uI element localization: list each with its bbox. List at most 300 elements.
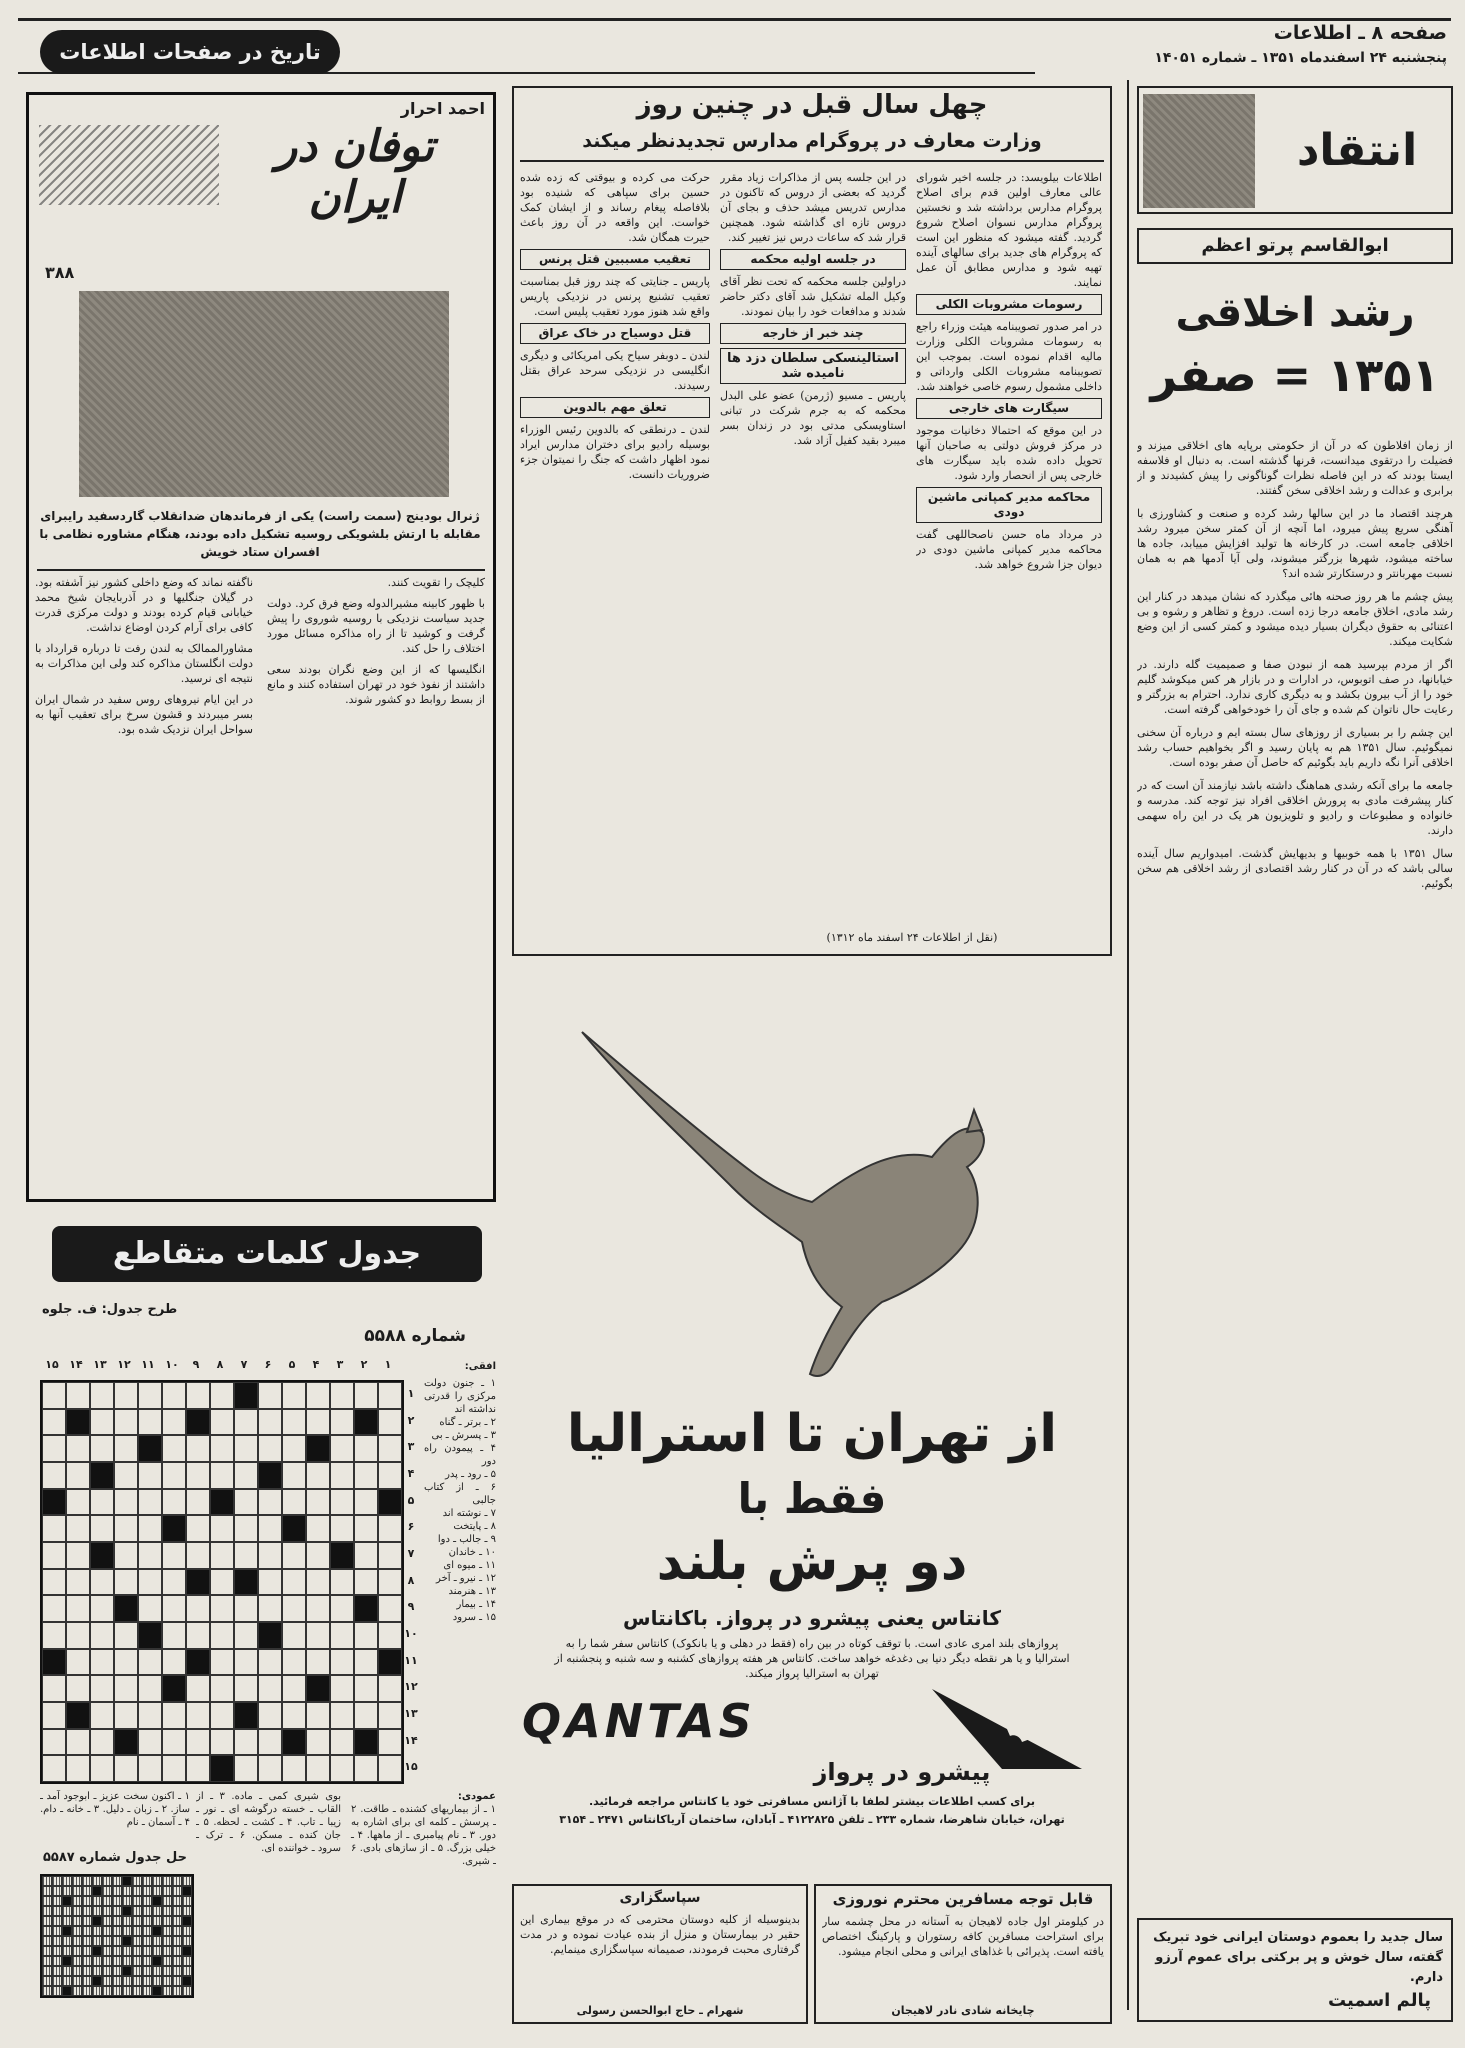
crossword-cell (90, 1729, 114, 1756)
ad-tagline: کانتاس یعنی پیشرو در پرواز. باکانتاس (623, 1606, 1001, 1630)
history-headline: وزارت معارف در پروگرام مدارس تجدیدنظر میکند (582, 130, 1042, 152)
solution-cell (42, 1976, 52, 1986)
solution-cell (182, 1896, 192, 1906)
series-paragraph: کلیچک را تقویت کنند. (387, 576, 485, 589)
crossword-cell (378, 1622, 402, 1649)
crossword-designer: طرح جدول: ف. جلوه (42, 1302, 178, 1317)
solution-cell (92, 1896, 102, 1906)
crossword-cell (354, 1675, 378, 1702)
solution-cell (92, 1956, 102, 1966)
solution-cell (52, 1936, 62, 1946)
crossword-cell (114, 1595, 138, 1622)
crossword-cell (282, 1435, 306, 1462)
subhead: محاکمه مدیر کمپانی ماشین دودی (916, 487, 1102, 523)
clue: ۶ ـ از کتاب جالبی (424, 1482, 496, 1506)
series-paragraph: مشاورالممالک به لندن رفت تا درباره قرارداد با دولت انگلستان مذاکره کند ولی این مذاکرات به نتیجه ای نرسید. (35, 642, 253, 685)
ad-headline-1: از تهران تا استرالیا (566, 1404, 1058, 1464)
crossword-cell (138, 1489, 162, 1516)
crossword-cell (258, 1675, 282, 1702)
crossword-cell (330, 1622, 354, 1649)
crossword-cell (90, 1489, 114, 1516)
crossword-cell (114, 1675, 138, 1702)
crossword-cell (330, 1409, 354, 1436)
clue: ۲ ـ برتر ـ گناه (439, 1417, 496, 1428)
solution-cell (42, 1966, 52, 1976)
solution-cell (162, 1936, 172, 1946)
solution-cell (82, 1986, 92, 1996)
row-number: ۱ (407, 1386, 415, 1400)
crossword-cell (258, 1435, 282, 1462)
crossword-cell (42, 1702, 66, 1729)
solution-cell (142, 1906, 152, 1916)
crossword-cell (90, 1462, 114, 1489)
crossword-cell (90, 1702, 114, 1729)
solution-cell (102, 1986, 112, 1996)
solution-cell (162, 1966, 172, 1976)
series-body (35, 575, 485, 1195)
solution-cell (172, 1956, 182, 1966)
solution-cell (142, 1926, 152, 1936)
solution-cell (92, 1976, 102, 1986)
solution-cell (62, 1876, 72, 1886)
crossword-cell (282, 1622, 306, 1649)
crossword-cell (210, 1649, 234, 1676)
crossword-cell (258, 1542, 282, 1569)
crossword-cell (378, 1435, 402, 1462)
crossword-cell (186, 1755, 210, 1782)
solution-cell (182, 1966, 192, 1976)
series-title: توفان در ایران (276, 121, 434, 223)
crossword-cell (354, 1462, 378, 1489)
crossword-cell (282, 1489, 306, 1516)
solution-cell (102, 1946, 112, 1956)
solution-cell (162, 1876, 172, 1886)
solution-cell (72, 1916, 82, 1926)
crossword-cell (162, 1702, 186, 1729)
solution-cell (122, 1906, 132, 1916)
solution-cell (122, 1966, 132, 1976)
solution-cell (112, 1976, 122, 1986)
solution-cell (112, 1916, 122, 1926)
crossword-cell (186, 1489, 210, 1516)
crossword-cell (90, 1595, 114, 1622)
solution-cell (42, 1876, 52, 1886)
critique-paragraph: اگر از مردم بپرسید همه از نبودن صفا و صمیمیت گله دارند. در خیابانها، در صف اتوبوس، در ادارات و در بازار هر کس میکوشد گلیم خود را از آب بیرون بکشد و به دیگری کاری ندارد. احترام به بزرگتر و رعایت حال ناتوان کم شده و جای آن را خودخواهی گرفته است. (1137, 658, 1453, 716)
row-number: ۱۵ (404, 1760, 418, 1774)
solution-cell (82, 1956, 92, 1966)
solution-cell (92, 1886, 102, 1896)
solution-cell (42, 1926, 52, 1936)
crossword-cell (66, 1649, 90, 1676)
crossword-cell (378, 1702, 402, 1729)
row-number: ۱۴ (404, 1733, 418, 1747)
solution-cell (52, 1956, 62, 1966)
solution-cell (72, 1976, 82, 1986)
solution-cell (102, 1896, 112, 1906)
crossword-cell (234, 1542, 258, 1569)
history-box (512, 86, 1112, 956)
crossword-cell (186, 1675, 210, 1702)
solution-cell (72, 1896, 82, 1906)
crossword-cell (162, 1382, 186, 1409)
crossword-cell (354, 1649, 378, 1676)
solution-cell (92, 1936, 102, 1946)
solution-cell (62, 1886, 72, 1896)
critique-paragraph: سال ۱۳۵۱ با همه خوبیها و بدیهایش گذشت. امیدواریم سال آینده سالی باشد که در آن در کنار رشد اقتصادی از رشد اخلاقی هم سخن بگوئیم. (1137, 847, 1453, 890)
crossword-cell (162, 1542, 186, 1569)
across-title: افقی: (464, 1361, 496, 1372)
solution-cell (52, 1876, 62, 1886)
row-number: ۲ (407, 1413, 415, 1427)
crossword-row-numbers (402, 1380, 420, 1780)
crossword-cell (210, 1729, 234, 1756)
subhead: استالینسکی سلطان دزد ها نامیده شد (720, 348, 906, 384)
row-number: ۱۰ (404, 1626, 418, 1640)
solution-cell (62, 1916, 72, 1926)
crossword-cell (306, 1675, 330, 1702)
crossword-cell (162, 1729, 186, 1756)
crossword-cell (66, 1462, 90, 1489)
solution-cell (112, 1956, 122, 1966)
crossword-cell (306, 1382, 330, 1409)
solution-cell (172, 1926, 182, 1936)
crossword-cell (162, 1489, 186, 1516)
crossword-cell (330, 1382, 354, 1409)
crossword-cell (282, 1515, 306, 1542)
history-col-2: در این جلسه پس از مذاکرات زیاد مقرر گردید که بعضی از دروس که تاکنون در مدارس تدریس میشد حذف و بجای آن دروس تازه ای گذاشته شود. همچنین قرار شد که ساعات درس نیز تغییر کند. در جلسه اولیه محکمه دراولین جلسه محکمه که تحت نظر آقای وکیل المله تشکیل شد آقای دکتر حاضر شدند و مدافعات خود را بیان نمودند. چند خبر از خارجه استالینسکی سلطان دزد ها نامیده شد پاریس ـ مسیو (ژرمن) عضو علی البدل محکمه که به جرم شرکت در تبانی استاویسکی مدتی بود در زندان بسر میبرد بقید کفیل آزاد شد. (720, 171, 906, 447)
crossword-cell (282, 1462, 306, 1489)
solution-cell (122, 1976, 132, 1986)
crossword-cell (258, 1729, 282, 1756)
solution-cell (122, 1946, 132, 1956)
solution-cell (142, 1966, 152, 1976)
crossword-cell (306, 1462, 330, 1489)
solution-cell (132, 1906, 142, 1916)
solution-cell (172, 1966, 182, 1976)
solution-cell (62, 1966, 72, 1976)
crossword-cell (378, 1755, 402, 1782)
solution-cell (162, 1926, 172, 1936)
subhead: در جلسه اولیه محکمه (720, 249, 906, 270)
ad-contact: برای کسب اطلاعات بیشتر لطفا با آژانس مسافرتی خود یا کانتاس مراجعه فرمائید. (588, 1795, 1036, 1808)
solution-cell (182, 1946, 192, 1956)
crossword-block (26, 1210, 496, 2010)
crossword-cell (162, 1675, 186, 1702)
crossword-cell (330, 1595, 354, 1622)
solution-cell (72, 1886, 82, 1896)
crossword-cell (210, 1435, 234, 1462)
solution-cell (182, 1936, 192, 1946)
crossword-cell (210, 1515, 234, 1542)
solution-cell (172, 1986, 182, 1996)
crossword-cell (66, 1382, 90, 1409)
crossword-cell (186, 1729, 210, 1756)
ad-copy: پروازهای بلند امری عادی است. با توقف کوتاه در بین راه (فقط در دهلی و یا بانکوک) کانتاس سفر شما را به استرالیا و یا هر نقطه دیگر دنیا بی دغدغه خواهد ساخت. کانتاس هر هفته پروازهای کشنبه و سه شنبه و پنجشنبه از تهران به استرالیا پرواز میکند. (554, 1637, 1070, 1680)
solution-cell (52, 1916, 62, 1926)
series-paragraph: انگلیسها که از این وضع نگران بودند سعی داشتند از نفوذ خود در تهران استفاده کنند و مانع از بسط روابط دو کشور شوند. (267, 663, 485, 706)
crossword-cell (234, 1622, 258, 1649)
solution-cell (42, 1886, 52, 1896)
solution-cell (142, 1936, 152, 1946)
series-illustration (39, 125, 219, 205)
crossword-cell (114, 1649, 138, 1676)
crossword-cell (42, 1409, 66, 1436)
solution-cell (142, 1956, 152, 1966)
notice-footer: چایخانه شادی نادر لاهیجان (891, 2004, 1035, 2017)
solution-cell (52, 1886, 62, 1896)
crossword-cell (330, 1542, 354, 1569)
across-clues (424, 1360, 496, 1780)
solution-cell (142, 1946, 152, 1956)
crossword-cell (330, 1435, 354, 1462)
solution-cell (52, 1926, 62, 1936)
crossword-cell (354, 1382, 378, 1409)
solution-cell (122, 1986, 132, 1996)
critique-author: ابوالقاسم پرتو اعظم (1137, 228, 1453, 264)
crossword-cell (306, 1489, 330, 1516)
clue: ۱۲ ـ نیرو ـ آخر (436, 1573, 496, 1584)
crossword-cell (258, 1702, 282, 1729)
critique-paragraph: هرچند اقتصاد ما در این سالها رشد کرده و صنعت و کشاورزی با آهنگی سریع پیش میرود، اما آنچه از آن کمتر سخن میرود رشد اخلاقی جامعه است. در کارخانه ها تولید افزایش مییابد، جاده ها ساخته میشود، شهرها بزرگتر میشوند، ولی آیا آدمها هم به همان نسبت مهربانتر و درستکارتر شده اند؟ (1137, 507, 1453, 580)
solution-cell (182, 1886, 192, 1896)
crossword-cell (66, 1729, 90, 1756)
crossword-cell (90, 1569, 114, 1596)
crossword-cell (162, 1649, 186, 1676)
solution-cell (182, 1956, 192, 1966)
solution-cell (52, 1896, 62, 1906)
solution-cell (112, 1906, 122, 1916)
crossword-cell (162, 1755, 186, 1782)
critique-column (1137, 86, 1453, 1896)
crossword-cell (210, 1382, 234, 1409)
crossword-cell (306, 1755, 330, 1782)
crossword-cell (114, 1542, 138, 1569)
solution-cell (182, 1976, 192, 1986)
column-number: ۱۳ (93, 1358, 107, 1371)
crossword-cell (66, 1489, 90, 1516)
crossword-cell (354, 1569, 378, 1596)
crossword-cell (306, 1622, 330, 1649)
crossword-cell (306, 1595, 330, 1622)
crossword-cell (162, 1569, 186, 1596)
thanks-text: بدینوسیله از کلیه دوستان محترمی که در موقع بیماری این حقیر در بیمارستان و منزل از بنده عیادت نموده و در مدت گرفتاری محبت فرمودند، صمیمانه سپاسگزاری مینمایم. (520, 1913, 800, 1956)
history-source: (نقل از اطلاعات ۲۴ اسفند ماه ۱۳۱۲) (826, 931, 998, 944)
crossword-cell (42, 1622, 66, 1649)
solution-cell (172, 1876, 182, 1886)
crossword-cell (354, 1409, 378, 1436)
crossword-cell (258, 1462, 282, 1489)
new-year-signature: پالم اسمیت (1328, 1990, 1431, 2011)
solution-cell (122, 1886, 132, 1896)
solution-cell (132, 1936, 142, 1946)
clue: ۱۴ ـ بیمار (456, 1599, 496, 1610)
crossword-cell (330, 1462, 354, 1489)
crossword-cell (210, 1489, 234, 1516)
crossword-cell (210, 1409, 234, 1436)
crossword-cell (306, 1515, 330, 1542)
series-paragraph: ناگفته نماند که وضع داخلی کشور نیز آشفته بود. در گیلان جنگلیها و در آذربایجان شیخ محمد خیابانی قیام کرده بودند و دولت مرکزی قدرت کافی برای آرام کردن اوضاع نداشت. (35, 576, 253, 634)
critique-paragraph: جامعه ما برای آنکه رشدی هماهنگ داشته باشد نیازمند آن است که در کنار پیشرفت مادی به پرورش اخلاقی افراد نیز توجه کند. مدرسه و خانواده و مطبوعات و رادیو و تلویزیون هر یک در این راه سهمی دارند. (1137, 779, 1453, 837)
crossword-cell (162, 1435, 186, 1462)
solution-cell (142, 1886, 152, 1896)
thanks-signature: شهرام ـ حاج ابوالحسن رسولی (576, 2004, 744, 2017)
column-number: ۷ (240, 1358, 248, 1371)
crossword-cell (378, 1649, 402, 1676)
row-number: ۴ (407, 1466, 415, 1480)
solution-cell (112, 1986, 122, 1996)
solution-cell (102, 1876, 112, 1886)
clue: ۱۱ ـ میوه ای (443, 1560, 496, 1571)
solution-cell (52, 1966, 62, 1976)
column-divider (1127, 80, 1129, 2010)
crossword-cell (162, 1595, 186, 1622)
crossword-cell (234, 1675, 258, 1702)
column-number: ۹ (192, 1358, 200, 1371)
crossword-cell (138, 1409, 162, 1436)
history-col-1: اطلاعات بیلویسد: در جلسه اخیر شورای عالی معارف اولین قدم برای اصلاح پروگرام مدارس برداشته شد و نخستین پروگرام مدارس نسوان اصلاح شروع گردید. گفته میشود که منظور این است که پروگرام های جدید برای سالهای آینده تهیه شود و مدارس مطابق آن عمل نمایند. رسومات مشروبات الکلی در امر صدور تصویبنامه هیئت وزراء راجع به رسومات مشروبات الکلی وزارت مالیه اقدام نموده است. بموجب این تصویبنامه مشروبات الکلی وارداتی و داخلی مشمول رسوم خاصی خواهند شد. سیگارت های خارجی در این موقع که احتمالا دخانیات موجود در مرکز فروش دولتی به صاحبان آنها تحویل داده شده باید سیگارت های خارجی پس از انحصار وارد شود. محاکمه مدیر کمپانی ماشین دودی در مرداد ماه حسن ناصحاللهی گفت محاکمه مدیر کمپانی ماشین دودی در دیوان جزا شروع خواهد شد. (916, 171, 1102, 571)
solution-cell (162, 1896, 172, 1906)
series-paragraph: در این ایام نیروهای روس سفید در شمال ایران بسر میبردند و قشون سرخ برای تعقیب آنها به سواحل ایران نزدیک شده بود. (35, 693, 253, 736)
solution-cell (142, 1876, 152, 1886)
crossword-cell (234, 1435, 258, 1462)
row-number: ۵ (407, 1493, 415, 1507)
crossword-cell (90, 1542, 114, 1569)
ad-headline-2: فقط با (737, 1474, 887, 1523)
crossword-cell (306, 1569, 330, 1596)
crossword-cell (66, 1409, 90, 1436)
crossword-cell (90, 1382, 114, 1409)
solution-cell (72, 1876, 82, 1886)
subhead: رسومات مشروبات الکلی (916, 294, 1102, 315)
solution-cell (172, 1896, 182, 1906)
solution-cell (102, 1886, 112, 1896)
crossword-cell (114, 1462, 138, 1489)
row-number: ۹ (407, 1600, 415, 1614)
crossword-cell (42, 1515, 66, 1542)
crossword-cell (282, 1542, 306, 1569)
crossword-cell (114, 1569, 138, 1596)
crossword-cell (42, 1489, 66, 1516)
solution-cell (142, 1986, 152, 1996)
subhead: چند خبر از خارجه (720, 323, 906, 344)
solution-cell (62, 1926, 72, 1936)
date-line: پنجشنبه ۲۴ اسفندماه ۱۳۵۱ ـ شماره ۱۴۰۵۱ (1154, 50, 1447, 66)
crossword-cell (42, 1435, 66, 1462)
crossword-cell (282, 1702, 306, 1729)
crossword-cell (210, 1622, 234, 1649)
solution-cell (132, 1896, 142, 1906)
column-number: ۱۰ (165, 1358, 179, 1371)
solution-cell (172, 1936, 182, 1946)
column-number: ۴ (312, 1358, 320, 1371)
solution-cell (102, 1906, 112, 1916)
crossword-cell (138, 1755, 162, 1782)
solution-cell (92, 1946, 102, 1956)
crossword-cell (234, 1702, 258, 1729)
crossword-cell (234, 1569, 258, 1596)
solution-cell (182, 1926, 192, 1936)
crossword-cell (186, 1435, 210, 1462)
crossword-cell (42, 1569, 66, 1596)
crossword-cell (90, 1675, 114, 1702)
crossword-cell (210, 1702, 234, 1729)
crossword-cell (378, 1729, 402, 1756)
crossword-cell (90, 1755, 114, 1782)
crossword-cell (42, 1462, 66, 1489)
solution-cell (62, 1936, 72, 1946)
solution-cell (132, 1956, 142, 1966)
solution-cell (82, 1906, 92, 1916)
solution-cell (162, 1986, 172, 1996)
solution-cell (142, 1976, 152, 1986)
solution-cell (42, 1986, 52, 1996)
solution-cell (152, 1926, 162, 1936)
solution-label: حل جدول شماره ۵۵۸۷ (42, 1850, 188, 1865)
solution-cell (72, 1966, 82, 1976)
crossword-cell (66, 1702, 90, 1729)
column-number: ۳ (336, 1358, 344, 1371)
solution-cell (102, 1916, 112, 1926)
solution-cell (82, 1966, 92, 1976)
crossword-cell (162, 1409, 186, 1436)
crossword-cell (114, 1729, 138, 1756)
solution-cell (132, 1976, 142, 1986)
solution-cell (92, 1986, 102, 1996)
row-number: ۶ (407, 1520, 415, 1534)
solution-cell (142, 1916, 152, 1926)
crossword-cell (42, 1729, 66, 1756)
crossword-cell (234, 1409, 258, 1436)
crossword-cell (234, 1595, 258, 1622)
crossword-cell (378, 1542, 402, 1569)
column-number: ۱۵ (45, 1358, 59, 1371)
crossword-cell (306, 1542, 330, 1569)
crossword-cell (378, 1489, 402, 1516)
solution-cell (72, 1986, 82, 1996)
crossword-cell (234, 1649, 258, 1676)
section-title: انتقاد (1296, 125, 1418, 176)
crossword-cell (90, 1515, 114, 1542)
series-caption: ژنرال بودینج (سمت راست) یکی از فرماندهان ضدانقلاب گاردسفید رایبرای مقابله با ارتش بلشویکی روسیه تشکیل داده بودند، هنگام مشاوره نظامی با افسران ستاد خویش (39, 509, 481, 559)
solution-cell (132, 1926, 142, 1936)
solution-cell (52, 1906, 62, 1916)
solution-cell (52, 1986, 62, 1996)
crossword-cell (114, 1435, 138, 1462)
section-banner: تاریخ در صفحات اطلاعات (40, 30, 340, 74)
solution-cell (182, 1876, 192, 1886)
critique-body (1137, 438, 1453, 1868)
critique-equation: ۱۳۵۱ = صفر (1150, 348, 1440, 402)
crossword-cell (138, 1515, 162, 1542)
solution-cell (62, 1906, 72, 1916)
crossword-cell (258, 1622, 282, 1649)
crossword-cell (138, 1382, 162, 1409)
solution-cell (82, 1936, 92, 1946)
series-number: ۳۸۸ (45, 263, 75, 282)
solution-text: ۱ ـ اکنون سخت عزیز ـ ابوجود آمد ـ ساز. ۲ ـ زبان ـ دلیل. ۳ ـ خانه ـ دام. ۴ ـ آسمان ـ نام (40, 1791, 190, 1828)
solution-cell (82, 1916, 92, 1926)
solution-cell (112, 1926, 122, 1936)
column-number: ۱ (384, 1358, 392, 1371)
solution-cell (152, 1916, 162, 1926)
row-number: ۱۲ (404, 1680, 418, 1694)
solution-cell (72, 1946, 82, 1956)
crossword-cell (186, 1542, 210, 1569)
subhead: تعلق مهم بالدوین (520, 397, 710, 418)
crossword-cell (354, 1755, 378, 1782)
crossword-cell (354, 1595, 378, 1622)
crossword-cell (186, 1382, 210, 1409)
